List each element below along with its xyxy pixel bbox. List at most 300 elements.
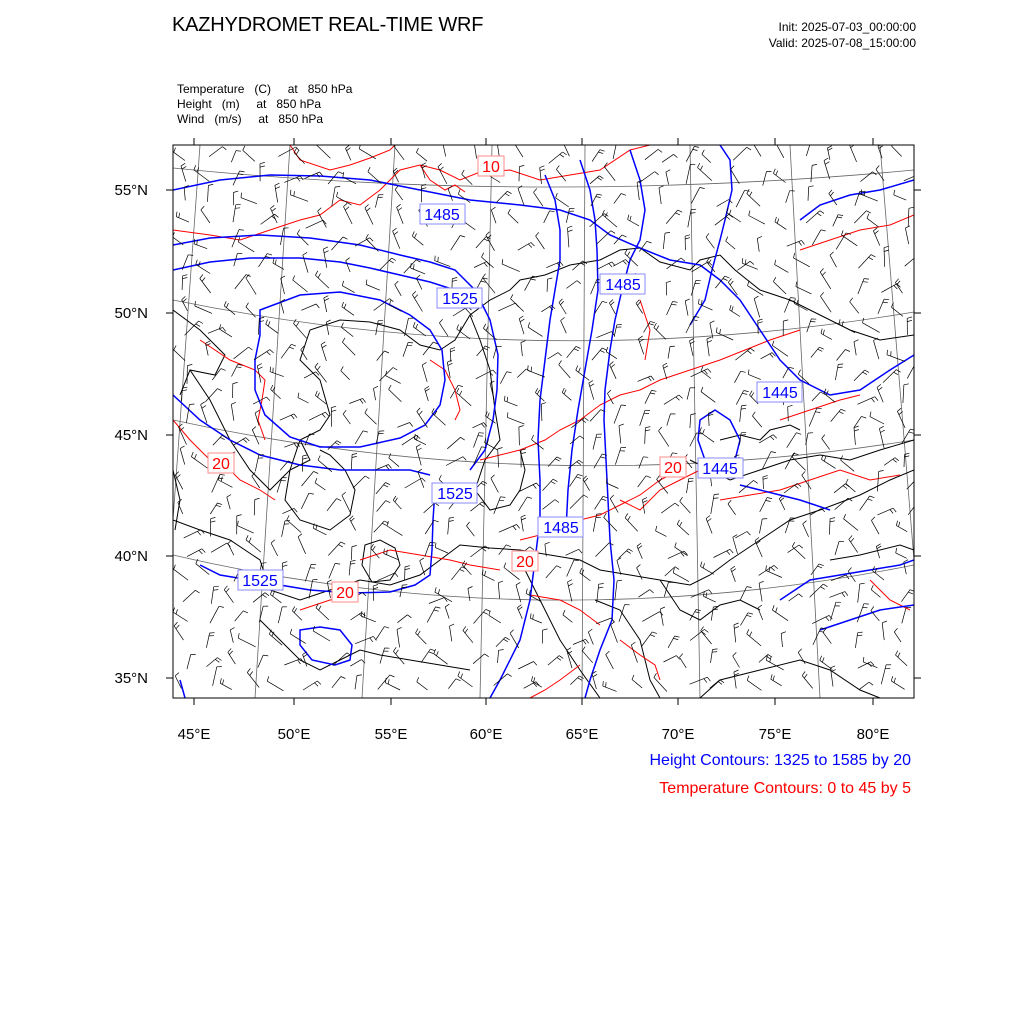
lat-label: 40°N (114, 548, 148, 565)
wind-barb-feather (742, 393, 747, 394)
wind-barb-feather (415, 233, 417, 238)
wind-barb-feather (176, 625, 179, 629)
wind-barb (668, 636, 675, 648)
wind-barb (271, 543, 278, 556)
wind-barb-feather (838, 215, 843, 216)
wind-barb-feather (323, 247, 328, 249)
wind-barb (212, 474, 220, 492)
wind-barb-feather (201, 402, 205, 405)
wind-barb (593, 434, 597, 449)
wind-barb (595, 496, 604, 509)
wind-barb-feather (909, 432, 914, 433)
wind-barb-feather (479, 433, 484, 434)
wind-barb-feather (776, 171, 778, 176)
wind-barb-feather (527, 497, 532, 498)
wind-barb (775, 265, 789, 273)
wind-barb-feather (435, 543, 436, 548)
wind-barb-feather (831, 666, 836, 668)
wind-barb (519, 497, 528, 511)
temperature-label (332, 582, 358, 602)
wind-barb (857, 397, 875, 405)
wind-barb-feather (611, 364, 615, 367)
wind-barb (792, 547, 805, 559)
wind-barb (716, 332, 733, 340)
wind-barb (685, 301, 688, 316)
wind-barb-feather (776, 608, 778, 613)
wind-barb-feather (460, 569, 465, 571)
wind-barb (179, 427, 187, 445)
height-label (238, 570, 283, 590)
wind-barb (567, 346, 576, 357)
wind-barb-feather (698, 163, 700, 167)
wind-barb-feather (747, 615, 752, 616)
wind-barb-feather (560, 262, 563, 266)
wind-barb-feather (422, 478, 426, 482)
wind-barb-feather (830, 252, 834, 255)
wind-barb (760, 498, 767, 512)
wind-barb (271, 389, 281, 398)
wind-barb-feather (907, 317, 912, 318)
wind-barb-feather (893, 459, 897, 462)
wind-barb-feather (649, 324, 654, 325)
wind-barb-feather (361, 611, 362, 616)
wind-barb-feather (628, 516, 631, 520)
wind-barb-feather (767, 498, 772, 499)
wind-barb-feather (568, 226, 573, 228)
wind-barb-feather (318, 456, 320, 461)
wind-barb-feather (822, 435, 825, 439)
wind-barb-feather (389, 385, 392, 389)
wind-barb (582, 651, 592, 663)
wind-barb-feather (577, 462, 581, 465)
wind-barb-feather (707, 340, 712, 342)
wind-barb-feather (789, 367, 794, 368)
wind-barb-feather (822, 272, 825, 276)
wind-barb (219, 329, 232, 337)
wind-barb (376, 483, 386, 494)
wind-barb-feather (579, 460, 583, 463)
wind-barb-feather (317, 366, 320, 370)
wind-barb-feather (632, 675, 634, 680)
wind-barb-feather (474, 141, 479, 143)
wind-barb (491, 478, 499, 492)
wind-barb-feather (272, 208, 276, 211)
wind-barb-feather (768, 654, 772, 657)
wind-barb-feather (676, 397, 680, 400)
wind-barb-feather (249, 538, 251, 543)
temperature-label-text: 20 (516, 554, 534, 571)
wind-barb (690, 629, 704, 640)
wind-barb-feather (732, 569, 736, 572)
wind-barb (474, 433, 479, 448)
wind-barb-feather (871, 517, 875, 521)
wind-barb-feather (226, 588, 229, 592)
wind-barb (174, 152, 185, 160)
wind-barb (390, 305, 402, 311)
wind-barb-feather (676, 656, 679, 660)
wind-barb (278, 607, 282, 623)
wind-barb-feather (439, 319, 442, 323)
wind-barb (303, 255, 308, 273)
wind-barb (549, 152, 563, 163)
wind-barb-feather (921, 174, 924, 178)
wind-barb-feather (534, 677, 535, 682)
wind-barb-feather (275, 183, 280, 185)
wind-barb-feather (748, 613, 753, 614)
wind-barb-feather (257, 364, 262, 366)
wind-barb (858, 584, 860, 603)
wind-barb-feather (820, 656, 822, 661)
wind-barb-feather (448, 363, 453, 365)
wind-barb-feather (260, 162, 265, 163)
wind-barb (232, 364, 238, 376)
wind-barb-feather (854, 430, 859, 432)
wind-barb-feather (858, 632, 863, 633)
wind-barb (489, 615, 501, 623)
wind-barb-feather (732, 306, 734, 311)
wind-barb (590, 176, 599, 184)
wind-barb-feather (294, 148, 297, 152)
wind-barb (576, 370, 590, 380)
wind-barb-feather (818, 349, 823, 351)
wind-barb (277, 478, 282, 493)
wind-barb (536, 236, 545, 249)
wind-barb (210, 606, 219, 623)
temperature-label-text: 20 (664, 460, 682, 477)
wind-barb (218, 480, 232, 487)
wind-barb (208, 185, 209, 202)
wind-barb (904, 454, 905, 467)
wind-barb (534, 192, 544, 206)
height-label-text: 1485 (424, 207, 460, 224)
wind-barb (855, 633, 857, 648)
wind-barb-feather (557, 457, 561, 459)
wind-barb-feather (551, 482, 555, 484)
wind-barb-feather (531, 243, 535, 247)
wind-barb (661, 503, 675, 513)
wind-barb-feather (482, 253, 484, 257)
wind-barb (389, 458, 399, 467)
wind-barb-feather (368, 167, 370, 172)
wind-barb-feather (675, 636, 680, 637)
wind-barb (849, 539, 858, 552)
wind-barb (659, 431, 669, 447)
wind-barb-feather (626, 260, 630, 264)
wind-barb (380, 258, 392, 270)
wind-barb (496, 637, 505, 646)
wind-barb-feather (610, 362, 614, 365)
wind-barb (270, 595, 281, 603)
wind-barb-feather (611, 302, 615, 305)
wind-barb-feather (266, 320, 268, 325)
wind-barb-feather (763, 475, 768, 477)
wind-barb-feather (237, 367, 242, 368)
wind-barb-feather (857, 635, 862, 636)
wind-barb (892, 146, 902, 156)
wind-barb (412, 236, 423, 245)
wind-barb (573, 639, 586, 644)
wind-barb-feather (450, 348, 455, 350)
wind-barb (206, 633, 209, 648)
field-temperature: Temperature (C) at 850 hPa (177, 82, 353, 96)
wind-barb-feather (794, 253, 795, 258)
wind-barb (905, 228, 908, 244)
wind-barb-feather (582, 647, 585, 651)
wind-barb-feather (243, 146, 245, 150)
wind-barb-feather (795, 485, 799, 488)
wind-barb (498, 583, 499, 599)
wind-barb-feather (199, 321, 203, 324)
wind-barb-feather (528, 365, 529, 370)
wind-barb-feather (718, 681, 722, 684)
wind-barb-feather (700, 427, 702, 432)
wind-barb (733, 537, 738, 554)
wind-barb (543, 479, 554, 490)
wind-barb-feather (268, 321, 270, 326)
wind-barb-feather (541, 403, 546, 405)
wind-barb-feather (750, 632, 752, 637)
wind-barb (474, 262, 487, 268)
wind-barb-feather (817, 408, 822, 409)
wind-barb (610, 365, 617, 379)
wind-barb-feather (619, 424, 624, 426)
wind-barb (556, 169, 565, 181)
wind-barb (297, 234, 308, 246)
wind-barb-feather (384, 549, 385, 554)
wind-barb-feather (568, 580, 572, 582)
wind-barb (450, 349, 451, 362)
wind-barb-feather (327, 580, 331, 582)
wind-barb-feather (515, 141, 518, 145)
wind-barb (591, 279, 597, 294)
wind-barb-feather (507, 397, 508, 402)
wind-barb-feather (298, 393, 299, 398)
wind-barb-feather (438, 257, 439, 262)
wind-barb-feather (704, 679, 707, 683)
wind-barb-feather (707, 677, 710, 681)
wind-barb-feather (417, 275, 421, 278)
wind-barb (293, 280, 308, 292)
wind-barb-feather (398, 208, 402, 211)
wind-barb (395, 285, 402, 296)
wind-barb-feather (392, 258, 396, 260)
wind-barb (200, 279, 211, 294)
wind-barb-feather (871, 255, 875, 257)
wind-barb (284, 659, 301, 665)
wind-barb-feather (175, 472, 179, 476)
wind-barb-feather (342, 338, 345, 342)
wind-barb-feather (510, 630, 513, 634)
wind-barb-feather (824, 457, 826, 462)
wind-barb (882, 623, 884, 640)
wind-barb-feather (292, 606, 295, 610)
wind-barb-feather (742, 258, 743, 263)
wind-barb-feather (893, 508, 896, 512)
wind-barb-feather (246, 303, 249, 307)
wind-barb (637, 568, 643, 580)
wind-barb-feather (318, 393, 320, 398)
wind-barb (728, 504, 736, 515)
wind-barb-feather (563, 152, 567, 155)
wind-barb-feather (636, 300, 639, 304)
wind-barb (327, 499, 337, 511)
wind-barb-feather (217, 658, 221, 661)
wind-barb (421, 649, 430, 663)
wind-barb-feather (771, 567, 775, 570)
wind-barb (794, 258, 810, 267)
wind-barb (266, 324, 278, 333)
wind-barb-feather (287, 515, 289, 520)
wind-barb-feather (894, 372, 898, 375)
wind-barb-feather (726, 217, 730, 220)
wind-barb (517, 608, 522, 619)
height-labels (238, 204, 802, 590)
wind-barb-feather (567, 648, 571, 651)
wind-barb-feather (869, 682, 873, 685)
wind-barb-feather (876, 166, 879, 170)
wind-barb (874, 341, 879, 360)
wind-barb-feather (528, 244, 532, 248)
wind-barb-feather (482, 548, 486, 551)
wind-barb (701, 566, 714, 574)
wind-barb-feather (365, 409, 367, 413)
wind-barb (784, 298, 790, 313)
wind-barb (387, 526, 402, 536)
wind-barb (654, 328, 666, 340)
wind-barb (224, 590, 233, 603)
wind-barb-feather (414, 434, 415, 439)
wind-barb (691, 369, 708, 377)
wind-barb (316, 145, 330, 159)
wind-barb-feather (771, 674, 772, 679)
wind-barb-feather (337, 192, 338, 197)
map-title: KAZHYDROMET REAL-TIME WRF (172, 14, 484, 36)
wind-barb-feather (666, 281, 671, 283)
wind-barb-feather (243, 439, 247, 442)
height-label-text: 1445 (702, 461, 738, 478)
wind-barb-feather (521, 341, 526, 343)
wind-barb-feather (498, 448, 503, 450)
wind-barb (359, 149, 376, 159)
wind-barb-feather (450, 350, 455, 352)
wind-barb-feather (609, 300, 613, 304)
wind-barb-feather (576, 346, 581, 348)
wind-barb (596, 332, 611, 338)
wind-barb-feather (560, 301, 563, 305)
wind-barb-feather (267, 352, 271, 355)
wind-barb (416, 633, 427, 644)
wind-barb-feather (202, 278, 205, 282)
wind-barb-feather (559, 299, 562, 303)
wind-barb-feather (822, 658, 824, 663)
wind-barb-feather (773, 676, 774, 681)
wind-barb (246, 278, 256, 294)
wind-barb (604, 167, 615, 181)
wind-barb-feather (896, 521, 897, 526)
wind-barb-feather (556, 165, 559, 169)
wind-barb (833, 215, 838, 227)
wind-barb (667, 302, 673, 316)
wind-barb (566, 549, 579, 555)
wind-barb (393, 500, 401, 509)
wind-barb-feather (516, 582, 520, 585)
wind-barb-feather (347, 148, 351, 151)
wind-barb (303, 681, 317, 690)
wind-barb (871, 590, 880, 598)
wind-barb (811, 165, 812, 182)
wind-barb-feather (599, 176, 603, 179)
wind-barb (860, 172, 872, 182)
wind-barb-feather (412, 232, 414, 237)
wind-barb (588, 632, 593, 645)
wind-barb-feather (176, 212, 177, 217)
wind-barb-feather (458, 189, 460, 194)
lon-label: 45°E (177, 726, 211, 743)
height-label (600, 274, 645, 294)
wind-barb-feather (867, 214, 869, 219)
wind-barb-feather (342, 302, 344, 307)
wind-barb-feather (503, 639, 507, 642)
wind-barb-feather (344, 203, 348, 206)
wind-barb-feather (695, 612, 700, 613)
wind-barb (637, 546, 642, 559)
wind-barb (253, 593, 265, 603)
wind-barb (861, 194, 878, 201)
wind-barb (706, 519, 712, 534)
wind-barb-feather (511, 294, 513, 298)
wind-barb (597, 262, 612, 270)
wind-barb (638, 590, 649, 598)
wind-barb-feather (370, 238, 374, 242)
wind-barb-feather (844, 514, 846, 519)
wind-barb (280, 414, 294, 420)
lon-label: 80°E (856, 726, 890, 743)
wind-barb-feather (519, 165, 524, 166)
wind-barb-feather (675, 213, 680, 215)
wind-barb (211, 587, 213, 604)
wind-barb-feather (534, 189, 537, 193)
wind-barb (858, 279, 864, 294)
wind-barb (211, 543, 227, 552)
wind-barb (902, 608, 906, 624)
wind-barb-feather (757, 236, 762, 238)
wind-barb (463, 630, 473, 642)
wind-barb-feather (706, 233, 709, 237)
wind-barb (642, 612, 659, 622)
wind-barb (174, 626, 183, 640)
wind-barb-feather (894, 628, 897, 632)
wind-barb (823, 632, 831, 643)
wind-barb-feather (747, 351, 751, 354)
wind-barb-feather (289, 347, 294, 349)
wind-barb (376, 465, 388, 470)
wind-barb (427, 607, 435, 623)
wind-barb-feather (673, 568, 674, 573)
wind-barb-feather (484, 263, 487, 267)
wind-barb (191, 457, 207, 468)
wind-barb-feather (458, 385, 463, 386)
wind-barb-feather (341, 677, 346, 679)
wind-barb (812, 615, 829, 623)
wind-barb-feather (246, 535, 248, 540)
borders (173, 248, 914, 698)
wind-barb-feather (674, 154, 678, 157)
wind-barb-feather (480, 504, 484, 507)
wind-barb (298, 537, 306, 554)
wind-barb (491, 210, 496, 223)
wind-barb-feather (422, 362, 426, 365)
wind-barb (568, 460, 579, 468)
